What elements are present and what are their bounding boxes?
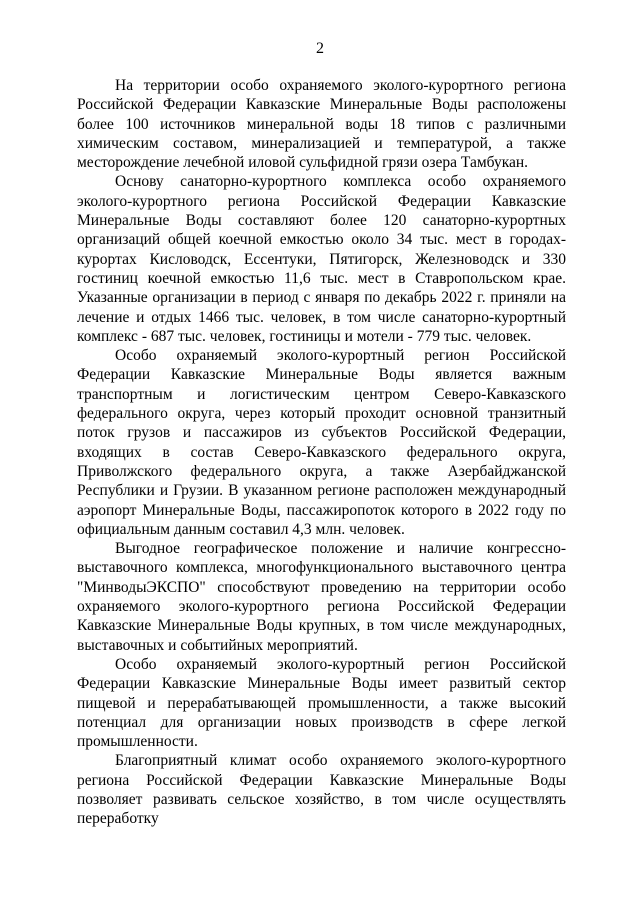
page-number: 2	[316, 40, 324, 57]
paragraph-exhibition-center: Выгодное географическое положение и наличие конгрессно-выставочного комплекса, многофункционального выставочного центра "МинводыЭКСПО" способствуют проведению на территории особо охраняемого эколого-курортного региона Российской Федерации Кавказские Минеральные Воды крупных, в том числе международных, выставочных и событийных мероприятий.	[77, 540, 566, 654]
paragraph-agriculture: Благоприятный климат особо охраняемого эколого-курортного региона Российской Федерации Кавказские Минеральные Воды позволяет развивать сельское хозяйство, в том числе осуществлять переработку	[77, 752, 566, 828]
paragraph-transport-hub: Особо охраняемый эколого-курортный регион Российской Федерации Кавказские Минеральные Воды является важным транспортным и логистическим центром Северо-Кавказского федерального округа, через который проходит основной транзитный поток грузов и пассажиров из субъектов Российской Федерации, входящих в состав Северо-Кавказского федерального округа, Приволжского федерального округа, а также Азербайджанской Республики и Грузии. В указанном регионе расположен международный аэропорт Минеральные Воды, пассажиропоток которого в 2022 году по официальным данным составил 4,3 млн. человек.	[77, 347, 566, 538]
paragraph-mineral-sources: На территории особо охраняемого эколого-курортного региона Российской Федерации Кавказские Минеральные Воды расположены более 100 источников минеральной воды 18 типов с различными химическим составом, минерализацией и температурой, а также месторождение лечебной иловой сульфидной грязи озера Тамбукан.	[77, 77, 566, 172]
paragraph-food-industry: Особо охраняемый эколого-курортный регион Российской Федерации Кавказские Минеральные Воды имеет развитый сектор пищевой и перерабатывающей промышленности, а также высокий потенциал для организации новых производств в сфере легкой промышленности.	[77, 655, 566, 751]
document-body	[77, 76, 566, 829]
paragraph-sanatorium-complex: Основу санаторно-курортного комплекса особо охраняемого эколого-курортного региона Российской Федерации Кавказские Минеральные Воды составляют более 120 санаторно-курортных организаций общей коечной емкостью около 34 тыс. мест в городах-курортах Кисловодск, Ессентуки, Пятигорск, Железноводск и 330 гостиниц коечной емкостью 11,6 тыс. мест в Ставропольском крае. Указанные организации в период с января по декабрь 2022 г. приняли на лечение и отдых 1466 тыс. человек, в том числе санаторно-курортный комплекс - 687 тыс. человек, гостиницы и мотели - 779 тыс. человек.	[77, 173, 566, 345]
